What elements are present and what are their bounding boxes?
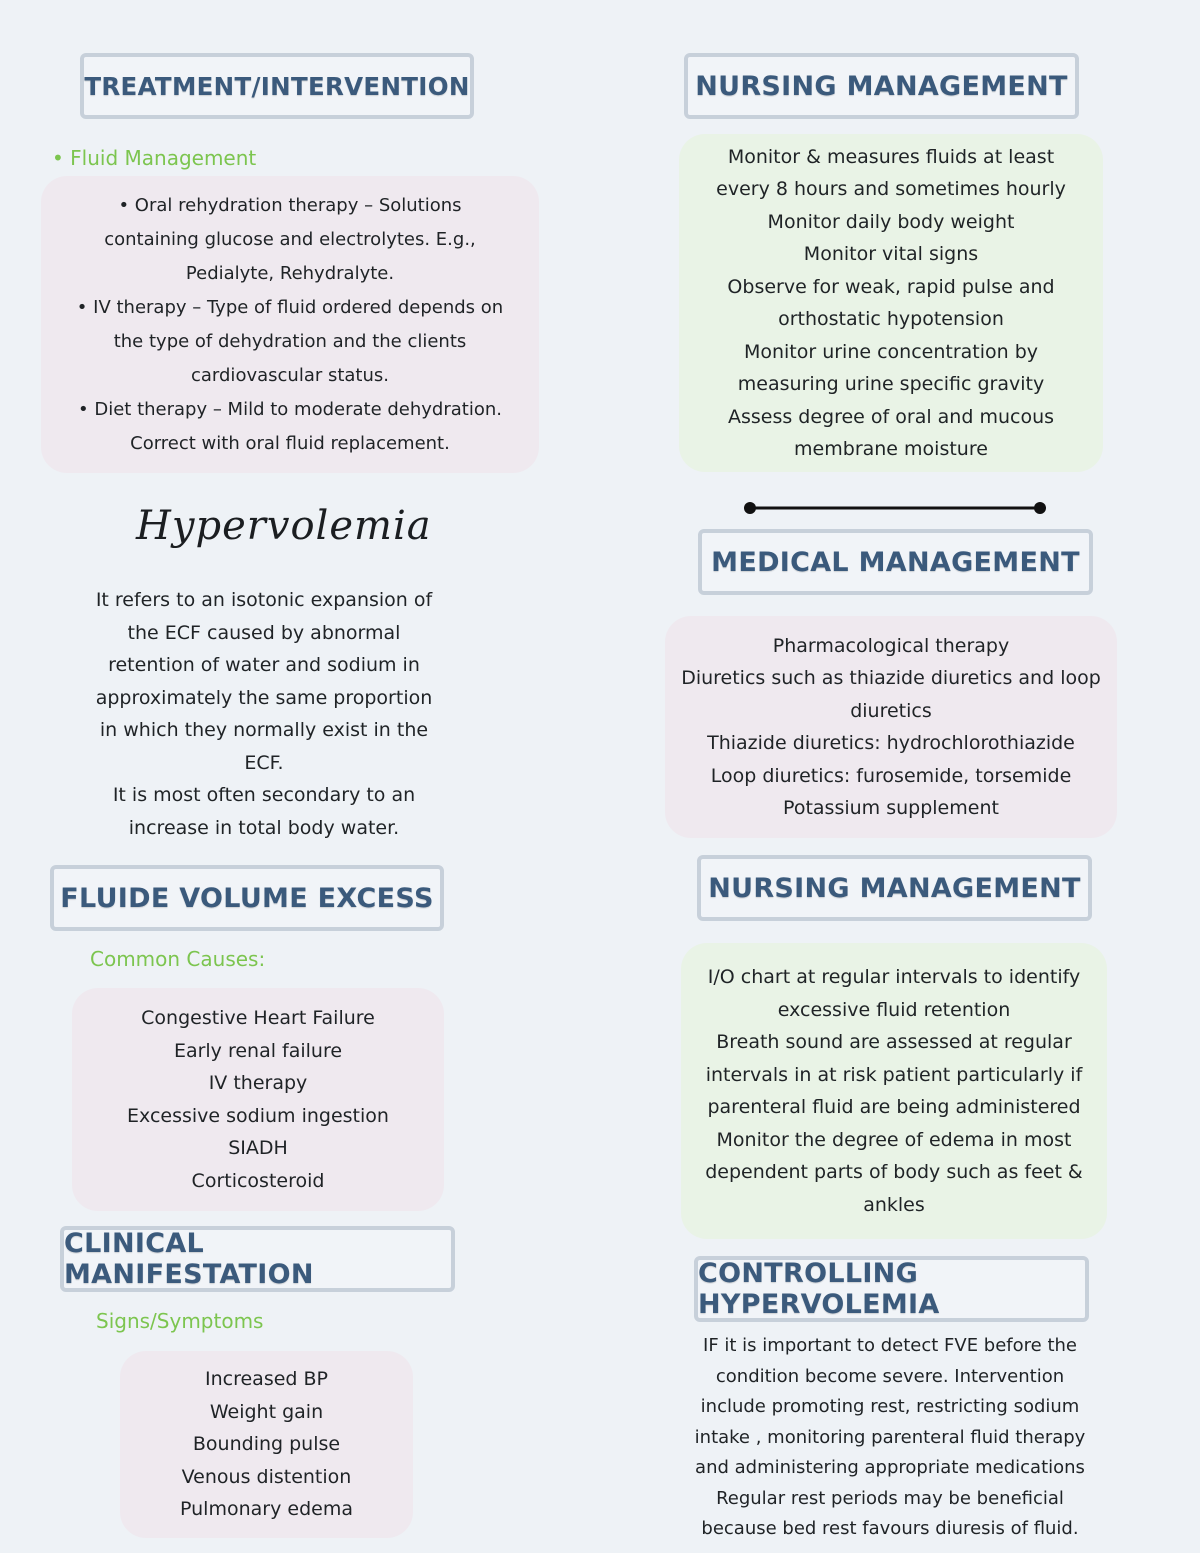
- medical-management-box: [665, 616, 1117, 838]
- nursing-line: every 8 hours and sometimes hourly: [716, 178, 1066, 200]
- treatment-heading: TREATMENT/INTERVENTION: [80, 53, 474, 119]
- definition-line: approximately the same proportion: [95, 686, 433, 709]
- nursing-line: intervals in at risk patient particularly if: [705, 1063, 1083, 1086]
- treatment-line: • Oral rehydration therapy – Solutions: [118, 194, 462, 216]
- treatment-line: Pedialyte, Rehydralyte.: [185, 262, 395, 284]
- signs-symptoms-label: Signs/Symptoms: [96, 1309, 264, 1333]
- nursing-line: parenteral fluid are being administered: [707, 1096, 1081, 1118]
- nursing-line: orthostatic hypotension: [778, 308, 1004, 330]
- treatment-line: the type of dehydration and the clients: [113, 330, 467, 352]
- medical-line: Pharmacological therapy: [772, 634, 1010, 657]
- cause-item: Corticosteroid: [191, 1169, 325, 1192]
- nursing-line: Assess degree of oral and mucous: [727, 405, 1055, 428]
- definition-line: increase in total body water.: [128, 816, 400, 839]
- medical-line: Diuretics such as thiazide diuretics and loop: [681, 667, 1101, 689]
- symptom-item: Weight gain: [209, 1400, 324, 1423]
- common-causes-label: Common Causes:: [90, 947, 266, 971]
- definition-line: It refers to an isotonic expansion of: [95, 589, 433, 611]
- cause-item: SIADH: [228, 1137, 288, 1159]
- symptom-item: Venous distention: [181, 1465, 352, 1488]
- fluid-management-label: • Fluid Management: [52, 146, 257, 170]
- nursing-line: Breath sound are assessed at regular: [716, 1031, 1072, 1053]
- controlling-line: IF it is important to detect FVE before the: [703, 1335, 1077, 1356]
- treatment-line: cardiovascular status.: [191, 364, 389, 386]
- fve-heading: FLUIDE VOLUME EXCESS: [50, 865, 444, 931]
- hypervolemia-definition: [60, 584, 468, 844]
- cause-item: Early renal failure: [173, 1039, 343, 1062]
- definition-line: in which they normally exist in the: [99, 719, 429, 741]
- controlling-line: and administering appropriate medications: [695, 1457, 1085, 1478]
- treatment-line: • IV therapy – Type of fluid ordered depends on: [76, 296, 504, 318]
- symptom-item: Bounding pulse: [192, 1433, 341, 1456]
- treatment-line: Correct with oral fluid replacement.: [130, 432, 450, 454]
- nursing-line: Monitor vital signs: [803, 243, 979, 265]
- medical-line: Thiazide diuretics: hydrochlorothiazide: [707, 732, 1075, 754]
- definition-line: ECF.: [244, 751, 284, 774]
- nursing-line: Monitor the degree of edema in most: [716, 1128, 1072, 1151]
- nursing-line: dependent parts of body such as feet &: [705, 1161, 1083, 1183]
- nursing-line: membrane moisture: [794, 438, 988, 460]
- nursing-line: ankles: [863, 1193, 925, 1216]
- nursing-line: Observe for weak, rapid pulse and: [727, 275, 1055, 298]
- symptom-item: Pulmonary edema: [180, 1498, 353, 1521]
- controlling-line: Regular rest periods may be beneficial: [716, 1487, 1064, 1509]
- cause-item: IV therapy: [208, 1072, 308, 1094]
- cause-item: Congestive Heart Failure: [141, 1007, 375, 1029]
- controlling-line: intake , monitoring parenteral fluid therapy: [694, 1426, 1086, 1448]
- symptoms-box: [120, 1351, 413, 1538]
- nursing-management-box-1: [679, 134, 1103, 472]
- medical-line: Potassium supplement: [783, 797, 999, 819]
- clinical-heading: CLINICAL MANIFESTATION: [60, 1226, 455, 1292]
- treatment-line: containing glucose and electrolytes. E.g.,: [104, 228, 476, 250]
- nursing-line: I/O chart at regular intervals to identify: [707, 966, 1081, 988]
- nursing-management-heading-1: NURSING MANAGEMENT: [684, 53, 1079, 119]
- controlling-line: condition become severe. Intervention: [715, 1365, 1065, 1387]
- symptom-item: Increased BP: [205, 1368, 328, 1391]
- controlling-hypervolemia-text: [675, 1331, 1105, 1545]
- medical-management-heading: MEDICAL MANAGEMENT: [698, 529, 1093, 595]
- section-divider: [740, 498, 1050, 518]
- cause-item: Excessive sodium ingestion: [127, 1104, 389, 1127]
- nursing-line: Monitor & measures fluids at least: [727, 145, 1055, 168]
- definition-line: the ECF caused by abnormal: [127, 621, 401, 644]
- nursing-line: excessive fluid retention: [777, 998, 1011, 1021]
- nursing-line: Monitor urine concentration by: [743, 340, 1039, 363]
- controlling-line: because bed rest favours diuresis of fluid.: [701, 1518, 1079, 1539]
- hypervolemia-title: Hypervolemia: [136, 503, 432, 549]
- definition-line: It is most often secondary to an: [112, 784, 416, 806]
- nursing-line: Monitor daily body weight: [767, 210, 1015, 233]
- nursing-line: measuring urine specific gravity: [737, 373, 1045, 395]
- definition-line: retention of water and sodium in: [108, 654, 420, 676]
- treatment-box: [41, 176, 539, 473]
- nursing-management-box-2: [681, 943, 1107, 1239]
- medical-line: diuretics: [850, 699, 932, 722]
- nursing-management-heading-2: NURSING MANAGEMENT: [697, 855, 1092, 921]
- causes-box: [72, 988, 444, 1211]
- controlling-line: include promoting rest, restricting sodium: [700, 1396, 1080, 1417]
- medical-line: Loop diuretics: furosemide, torsemide: [710, 764, 1072, 787]
- treatment-line: • Diet therapy – Mild to moderate dehydration.: [78, 398, 502, 420]
- controlling-hypervolemia-heading: CONTROLLING HYPERVOLEMIA: [694, 1256, 1089, 1322]
